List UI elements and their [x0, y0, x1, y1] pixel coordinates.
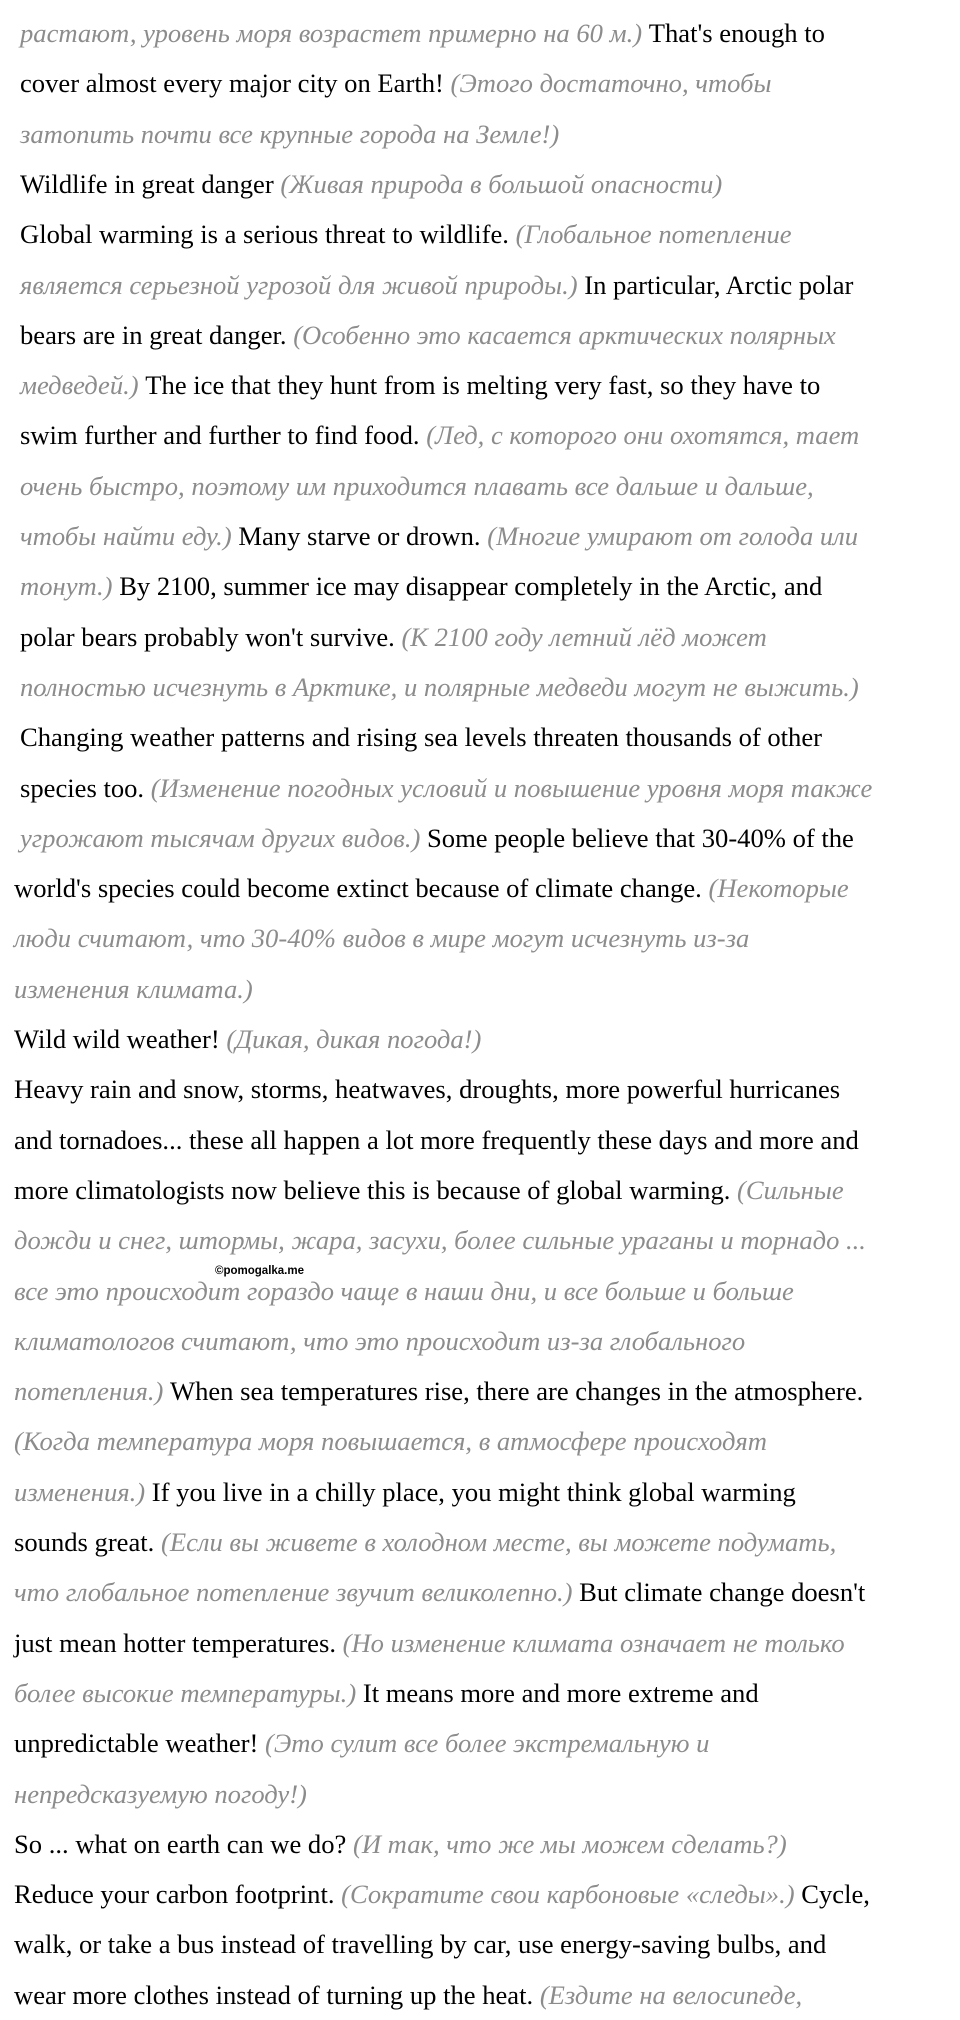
russian-translation: (Дикая, дикая погода!): [226, 1024, 482, 1054]
english-text: Heavy rain and snow, storms, heatwaves, droughts, more powerful hurricanes: [14, 1074, 841, 1105]
english-text: and tornadoes... these all happen a lot more frequently these days and more and: [14, 1124, 859, 1155]
text-line: [20, 209, 792, 259]
english-text: unpredictable weather!: [14, 1728, 266, 1759]
text-line: [20, 763, 872, 813]
russian-translation: (Сильные: [737, 1174, 844, 1205]
text-line: [14, 1919, 826, 1969]
text-line: [14, 1869, 870, 1919]
russian-translation: все это происходит гораздо чаще в наши дни, и все больше и больше: [14, 1275, 794, 1306]
text-line: [14, 1517, 836, 1567]
russian-translation: (Лед, с которого они охотятся, тает: [426, 420, 860, 451]
text-line: [14, 1014, 481, 1064]
text-line: [14, 1115, 859, 1165]
russian-translation: является серьезной угрозой для живой природы.): [20, 269, 578, 300]
russian-translation: изменения климата.): [14, 973, 253, 1004]
text-line: [14, 1064, 840, 1114]
text-line: [14, 1618, 845, 1668]
text-line: [20, 813, 854, 863]
english-text: species too.: [20, 772, 151, 803]
text-line: [14, 913, 749, 963]
russian-translation: (Особенно это касается арктических полярных: [293, 319, 836, 350]
text-line: [20, 8, 825, 58]
russian-translation: (Глобальное потепление: [515, 219, 792, 250]
english-text: Changing weather patterns and rising sea levels threaten thousands of other: [20, 722, 823, 753]
russian-translation: (Ездите на велосипеде,: [539, 1979, 803, 2010]
watermark: ©pomogalka.me: [215, 1265, 304, 1277]
russian-translation: что глобальное потепление звучит великолепно.): [14, 1577, 573, 1608]
english-text: By 2100, summer ice may disappear completely in the Arctic, and: [112, 571, 823, 602]
english-text: But climate change doesn't: [572, 1577, 866, 1608]
russian-translation: (Многие умирают от голода или: [487, 521, 859, 551]
english-text: world's species could become extinct because of climate change.: [14, 873, 709, 904]
text-line: [14, 1467, 796, 1517]
text-line: [14, 1970, 802, 2020]
english-text: Global warming is a serious threat to wildlife.: [20, 219, 516, 250]
russian-translation: (Если вы живете в холодном месте, вы можете подумать,: [160, 1527, 837, 1557]
russian-translation: растают, уровень моря возрастет примерно на 60 м.): [20, 18, 643, 48]
english-text: The ice that they hunt from is melting very fast, so they have to: [138, 370, 821, 401]
russian-translation: потепления.): [14, 1376, 164, 1407]
english-text: Many starve or drown.: [231, 521, 488, 551]
text-line: [20, 712, 822, 762]
text-line: [20, 511, 858, 561]
english-text: cover almost every major city on Earth!: [20, 68, 451, 99]
russian-translation: угрожают тысячам других видов.): [20, 822, 421, 853]
english-text: more climatologists now believe this is because of global warming.: [14, 1174, 738, 1205]
text-line: [20, 58, 772, 108]
russian-translation: полностью исчезнуть в Арктике, и полярные медведи могут не выжить.): [20, 671, 859, 702]
english-text: wear more clothes instead of turning up the heat.: [14, 1979, 540, 2010]
text-line: [14, 1366, 863, 1416]
russian-translation: (Но изменение климата означает не только: [342, 1627, 845, 1658]
russian-translation: дожди и снег, штормы, жара, засухи, более сильные ураганы и торнадо ...: [14, 1225, 866, 1256]
russian-translation: климатологов считают, что это происходит из-за глобального: [14, 1325, 746, 1356]
text-line: [20, 662, 859, 712]
text-line: [20, 310, 836, 360]
text-line: [14, 1769, 307, 1819]
text-line: [20, 260, 853, 310]
russian-translation: (И так, что же мы можем сделать?): [352, 1828, 787, 1859]
russian-translation: непредсказуемую погоду!): [14, 1778, 307, 1809]
text-line: [20, 612, 767, 662]
text-line: [14, 1215, 866, 1265]
russian-translation: (Изменение погодных условий и повышение уровня моря также: [150, 772, 873, 803]
russian-translation: (Живая природа в большой опасности): [280, 168, 723, 199]
russian-translation: чтобы найти еду.): [20, 521, 232, 551]
russian-translation: (Сократите свои карбоновые «следы».): [341, 1879, 795, 1910]
english-text: just mean hotter temperatures.: [14, 1627, 343, 1658]
text-line: [20, 410, 859, 460]
text-line: [14, 1316, 745, 1366]
russian-translation: (К 2100 году летний лёд может: [401, 621, 767, 652]
text-line: [20, 109, 559, 159]
english-text: That's enough to: [642, 18, 825, 48]
english-text: Wild wild weather!: [14, 1024, 227, 1054]
text-line: [14, 1718, 709, 1768]
english-text: When sea temperatures rise, there are changes in the atmosphere.: [163, 1376, 864, 1407]
text-line: [14, 1668, 759, 1718]
english-text: swim further and further to find food.: [20, 420, 427, 451]
english-text: Cycle,: [794, 1879, 870, 1910]
russian-translation: (Этого достаточно, чтобы: [450, 68, 772, 99]
text-line: [20, 360, 820, 410]
english-text: It means more and more extreme and: [356, 1677, 759, 1708]
text-line: [14, 863, 849, 913]
english-text: Reduce your carbon footprint.: [14, 1879, 342, 1910]
text-line: [14, 1266, 794, 1316]
text-line: [20, 461, 814, 511]
text-line: [14, 1567, 865, 1617]
english-text: sounds great.: [14, 1527, 161, 1557]
english-text: If you live in a chilly place, you might think global warming: [145, 1476, 796, 1507]
russian-translation: (Когда температура моря повышается, в атмосфере происходят: [14, 1426, 767, 1457]
russian-translation: изменения.): [14, 1476, 146, 1507]
russian-translation: очень быстро, поэтому им приходится плавать все дальше и дальше,: [20, 470, 814, 501]
text-line: [20, 159, 722, 209]
russian-translation: (Некоторые: [708, 873, 849, 904]
text-line: [14, 964, 253, 1014]
english-text: bears are in great danger.: [20, 319, 294, 350]
russian-translation: люди считают, что 30-40% видов в мире могут исчезнуть из-за: [14, 923, 750, 954]
english-text: Some people believe that 30-40% of the: [420, 822, 854, 853]
english-text: So ... what on earth can we do?: [14, 1828, 353, 1859]
text-line: [14, 1819, 787, 1869]
text-line: [14, 1165, 844, 1215]
english-text: Wildlife in great danger: [20, 168, 281, 199]
russian-translation: более высокие температуры.): [14, 1677, 357, 1708]
russian-translation: тонут.): [20, 571, 113, 602]
text-line: [20, 561, 822, 611]
english-text: walk, or take a bus instead of travelling by car, use energy-saving bulbs, and: [14, 1929, 827, 1960]
text-line: [14, 1416, 767, 1466]
english-text: polar bears probably won't survive.: [20, 621, 402, 652]
russian-translation: (Это сулит все более экстремальную и: [265, 1728, 710, 1759]
english-text: In particular, Arctic polar: [577, 269, 854, 300]
russian-translation: затопить почти все крупные города на Земле!): [20, 118, 560, 149]
russian-translation: медведей.): [20, 370, 139, 401]
